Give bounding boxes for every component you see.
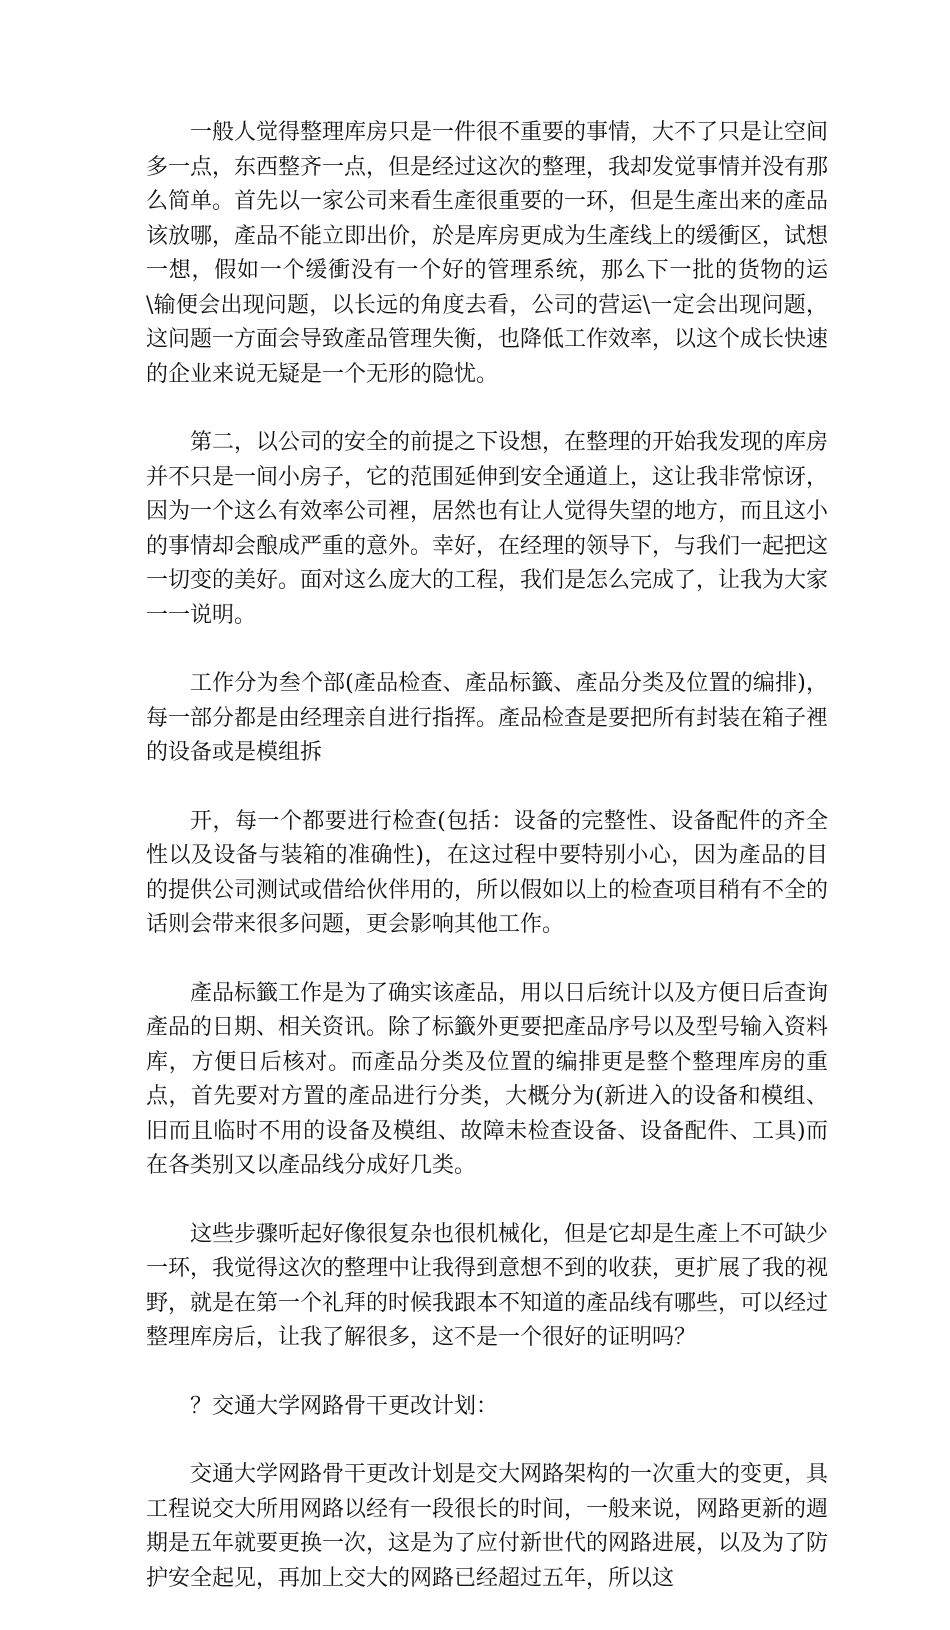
document-body — [146, 116, 828, 1630]
paragraph-warehouse-intro: 一般人觉得整理库房只是一件很不重要的事情，大不了只是让空间多一点，东西整齐一点，但是经过这次的整理，我却发觉事情并没有那么简单。首先以一家公司来看生產很重要的一环，但是生產出来的產品该放哪，產品不能立即出价，於是库房更成为生產线上的缓衝区，试想一想，假如一个缓衝没有一个好的管理系统，那么下一批的货物的运\输便会出现问题，以长远的角度去看，公司的营运\一定会出现问题，这问题一方面会导致產品管理失衡，也降低工作效率，以这个成长快速的企业来说无疑是一个无形的隐忧。 — [146, 120, 829, 387]
paragraph-reflection: 这些步骤听起好像很复杂也很机械化，但是它却是生產上不可缺少一环，我觉得这次的整理中让我得到意想不到的收获，更扩展了我的视野，就是在第一个礼拜的时候我跟本不知道的產品线有哪些，可以经过整理库房后，让我了解很多，这不是一个很好的证明吗？ — [146, 1221, 829, 1350]
paragraph-work-parts: 工作分为叁个部(產品检查、產品标籤、產品分类及位置的编排)，每一部分都是由经理亲自进行指挥。產品检查是要把所有封装在箱子裡的设备或是模组拆 — [146, 671, 829, 765]
paragraph-network-plan: 交通大学网路骨干更改计划是交大网路架构的一次重大的变更，具工程说交大所用网路以经有一段很长的时间，一般来说，网路更新的週期是五年就要更换一次，这是为了应付新世代的网路进展，以及为了防护安全起见，再加上交大的网路已经超过五年，所以这 — [146, 1462, 829, 1591]
section-heading-network-plan: ？交通大学网路骨干更改计划： — [190, 1393, 499, 1419]
paragraph-inspection: 开，每一个都要进行检查(包括：设备的完整性、设备配件的齐全性以及设备与装箱的准确性)，在这过程中要特别小心，因为產品的目的提供公司测试或借给伙伴用的，所以假如以上的检查项目稍有不全的话则会带来很多问题，更会影响其他工作。 — [146, 808, 829, 937]
paragraph-labeling: 產品标籤工作是为了确实该產品，用以日后统计以及方便日后查询產品的日期、相关资讯。除了标籤外更要把產品序号以及型号输入资料库，方便日后核对。而產品分类及位置的编排更是整个整理库房的重点，首先要对方置的產品进行分类，大概分为(新进入的设备和模组、旧而且临时不用的设备及模组、故障未检查设备、设备配件、工具)而在各类别又以產品线分成好几类。 — [146, 980, 829, 1178]
paragraph-safety: 第二，以公司的安全的前提之下设想，在整理的开始我发现的库房并不只是一间小房子，它的范围延伸到安全通道上，这让我非常惊讶，因为一个这么有效率公司裡，居然也有让人觉得失望的地方，而且这小的事情却会酿成严重的意外。幸好，在经理的领导下，与我们一起把这一切变的美好。面对这么庞大的工程，我们是怎么完成了，让我为大家一一说明。 — [146, 430, 829, 628]
